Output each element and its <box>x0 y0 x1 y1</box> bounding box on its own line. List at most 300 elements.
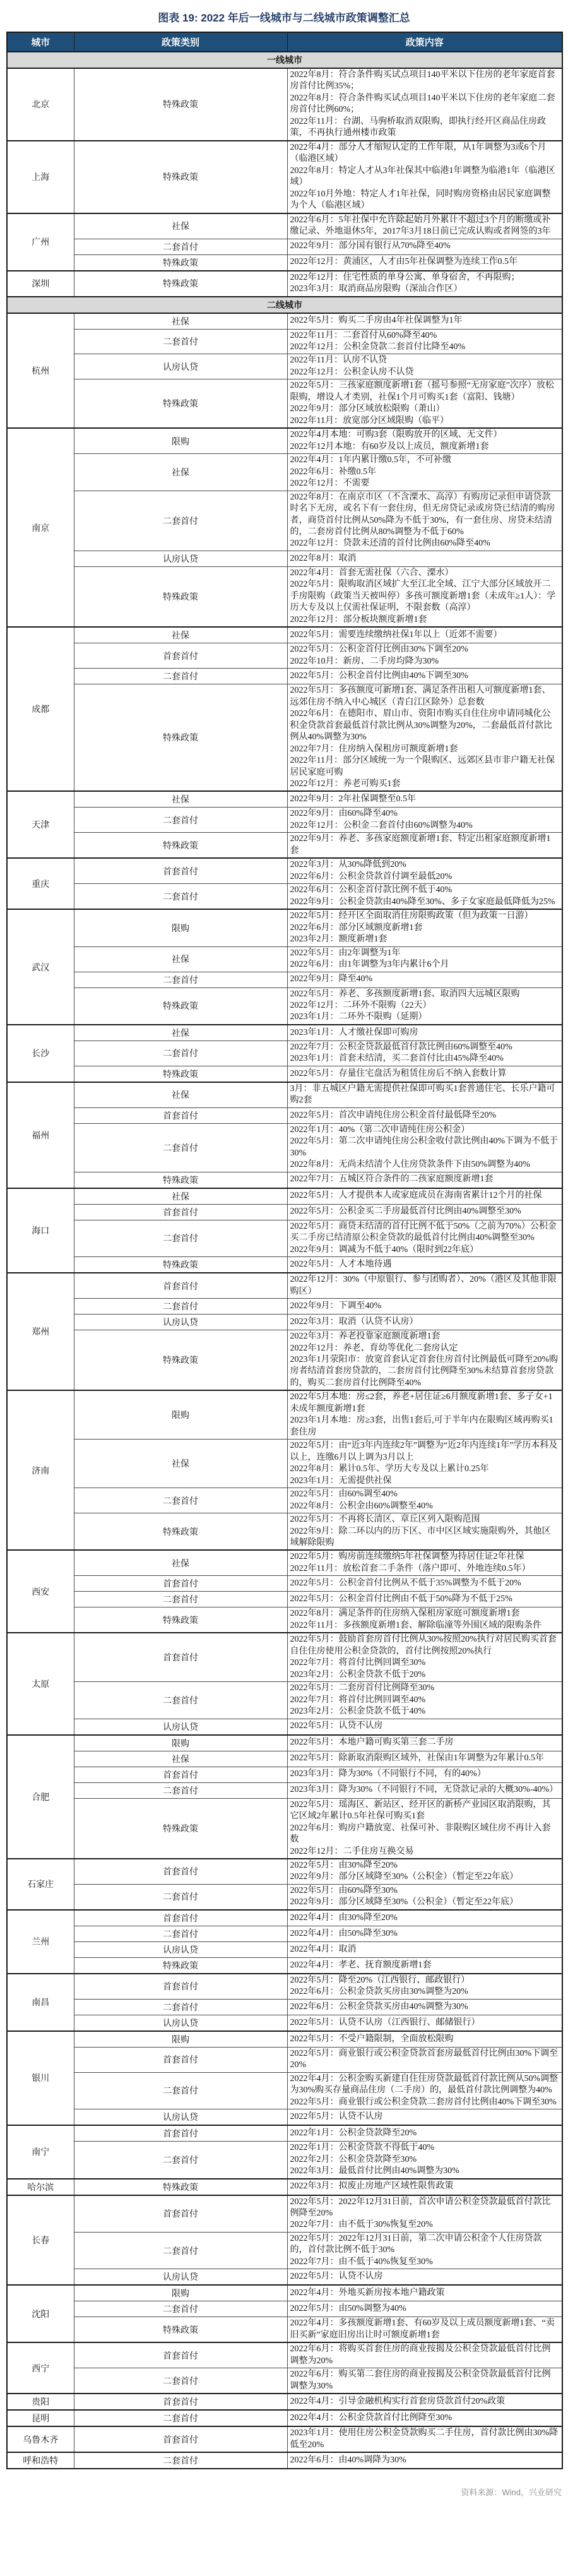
category-cell: 社保 <box>74 213 287 239</box>
table-row <box>7 1041 562 1066</box>
category-cell: 二套首付 <box>74 1926 287 1941</box>
content-cell: 2022年5月：公积金首付比例由40%下调至30% <box>287 669 562 684</box>
content-cell: 2022年12月：住宅性质的单身公寓、单身宿舍，不再限购； 2023年3月：取消商品房限购（深汕合作区） <box>287 271 562 297</box>
table-row <box>7 1767 562 1782</box>
content-cell: 2022年5月：存量住宅盘活为租赁住房后不纳入套数计算 <box>287 1066 562 1082</box>
city-cell: 呼和浩特 <box>7 2452 74 2469</box>
category-cell: 特殊政策 <box>74 1798 287 1859</box>
category-cell: 限购 <box>74 1735 287 1751</box>
category-cell: 二套首付 <box>74 2368 287 2394</box>
category-cell: 首套首付 <box>74 2195 287 2233</box>
content-cell: 2022年5月：认贷不认房 <box>287 2269 562 2286</box>
table-row <box>7 1719 562 1735</box>
category-cell: 社保 <box>74 627 287 643</box>
content-cell: 2022年7月：公积金贷款最低首付款比例由60%调整至40% 2023年1月：首套未结清，买二套首付比由45%降至40% <box>287 1041 562 1066</box>
content-cell: 2022年9月：由60%降至40% 2022年12月：公积金二套首付由60%调整为40% <box>287 808 562 833</box>
table-row <box>7 2368 562 2394</box>
content-cell: 2022年4月：孝老、抚育额度新增1套 <box>287 1957 562 1974</box>
city-cell: 南宁 <box>7 2125 74 2178</box>
content-cell: 2022年8月：符合条件购买试点项目140平米以下住房的老年家庭首套房首付比例35%； 2022年8月：符合条件购买试点项目140平米以下住房的老年家庭二套房首付比例60%； 2022年11月：台湖、马驹桥取消双限购，即执行经开区商品住房政策，不再执行通州楼市政策 <box>287 68 562 141</box>
table-row <box>7 833 562 858</box>
table-row <box>7 1751 562 1767</box>
content-cell: 2022年4月：引导金融机构实行首套房贷款首付20%政策 <box>287 2394 562 2410</box>
content-cell: 2022年4月：公积金购买新建自住住房贷款最低首付款比例从50%调整为30%购买存量商品住房（二手房）的，最低首付款比例调整为40% 2022年5月：商业银行或公积金贷款二套房首付比例由40%下调至30% <box>287 2072 562 2109</box>
content-cell: 2022年4月：1年内累计缴0.5年，不可补缴 2022年6月：补缴0.5年 2022年12月：不需要 <box>287 454 562 491</box>
category-cell: 认房认贷 <box>74 2269 287 2286</box>
table-row <box>7 2047 562 2072</box>
content-cell: 2022年9月：降至40% <box>287 972 562 987</box>
category-cell: 特殊政策 <box>74 1607 287 1633</box>
table-row <box>7 1910 562 1926</box>
table-row <box>7 2285 562 2301</box>
content-cell: 2022年5月：由2年调整为1年 2022年6月：由1年调整为3年内累计6个月 <box>287 946 562 972</box>
content-cell: 2023年3月：降为30%（不同银行不同，无贷款记录的大概30%-40%） <box>287 1782 562 1798</box>
section-label: 一线城市 <box>7 52 562 68</box>
content-cell: 2022年3月：养老投靠家庭额度新增1套 2022年12月：养老、育幼等优化二套房认定 2023年1月荥阳市：放宽首套认定首套住房首付比例最低可降至20%购房者结清首套房贷款的，二套房首付比例降至30%未结算首套房贷款的，购买二套房首付比例降至40% <box>287 1330 562 1391</box>
category-cell: 社保 <box>74 313 287 330</box>
table-row <box>7 1592 562 1607</box>
category-cell: 二套首付 <box>74 808 287 833</box>
table-row <box>7 2142 562 2179</box>
category-cell: 首套首付 <box>74 1859 287 1884</box>
category-cell: 二套首付 <box>74 1999 287 2015</box>
table-row <box>7 2317 562 2342</box>
table-row <box>7 884 562 909</box>
table-row <box>7 1330 562 1391</box>
category-cell: 特殊政策 <box>74 1330 287 1391</box>
section-row <box>7 297 562 313</box>
category-cell: 特殊政策 <box>74 987 287 1025</box>
table-row <box>7 566 562 627</box>
table-row <box>7 1999 562 2015</box>
content-cell: 2022年5月：三孩家庭额度新增1套（摇号参照“无房家庭”次序）放松限购，增设人才类别，社保1个月可购买1套（富阳、钱塘） 2022年9月：部分区域放松限购（萧山） 2022年11月：放宽部分区域限购（临平） <box>287 379 562 428</box>
table-row <box>7 1107 562 1123</box>
table-row <box>7 2232 562 2269</box>
content-cell: 2023年3月：降为30%（不同银行不同，有的40%） <box>287 1767 562 1782</box>
city-cell: 乌鲁木齐 <box>7 2426 74 2452</box>
content-cell: 2022年5月：认贷不认房 <box>287 1719 562 1735</box>
category-cell: 二套首付 <box>74 1884 287 1909</box>
city-cell: 上海 <box>7 141 74 213</box>
content-cell: 2022年5月：由50%调整为40% <box>287 2301 562 2317</box>
table-row <box>7 1957 562 1974</box>
content-cell: 2022年1月：公积金贷款降至20% <box>287 2125 562 2142</box>
category-cell: 二套首付 <box>74 2142 287 2179</box>
table-row <box>7 254 562 271</box>
table-row <box>7 329 562 354</box>
category-cell: 首套首付 <box>74 2426 287 2452</box>
table-row <box>7 2410 562 2426</box>
header-category: 政策类别 <box>74 32 287 52</box>
content-cell: 2022年1月：公积金贷款不得低于40% 2022年2月：公积金贷款降至30% 2022年3月：最低首付比例由40%调整为30% <box>287 2142 562 2179</box>
content-cell: 2022年5月：公积金首付比例从不低于35%调整为不低于20% <box>287 1576 562 1592</box>
city-cell: 西安 <box>7 1550 74 1633</box>
content-cell: 2022年5月本地：房≤2套，养老+居住证≥6月额度新增1套、多子女+1未成年额度新增1套 2023年1月本地：房≥3套，出售1套后,可于半年内在限购区域再购买1套住房 <box>287 1390 562 1439</box>
category-cell: 社保 <box>74 946 287 972</box>
content-cell: 2022年5月：不受户籍限制，全面放松限购 <box>287 2031 562 2048</box>
category-cell: 特殊政策 <box>74 2179 287 2195</box>
category-cell: 二套首付 <box>74 1488 287 1513</box>
category-cell: 二套首付 <box>74 329 287 354</box>
category-cell: 特殊政策 <box>74 566 287 627</box>
category-cell: 限购 <box>74 1390 287 1439</box>
content-cell: 2022年3月：从30%降低到20% 2022年6月：公积金贷款首付调至最低20% <box>287 858 562 883</box>
table-row <box>7 2015 562 2031</box>
city-cell: 兰州 <box>7 1910 74 1974</box>
table-row <box>7 2269 562 2286</box>
content-cell: 2023年1月：人才缴社保即可购房 <box>287 1025 562 1041</box>
content-cell: 2022年5月：首次申请纯住房公积金首付最低降至20% <box>287 1107 562 1123</box>
content-cell: 2022年6月：5年社保中允许除起始月外累计不超过3个月的断缴或补缴记录、外地退休5年，2017年3月18日前已完成认购或者网签的3年 <box>287 213 562 239</box>
table-row <box>7 68 562 141</box>
content-cell: 2022年5月：本地户籍可购买第三套二手房 <box>287 1735 562 1751</box>
content-cell: 2023年1月：使用住房公积金贷款购买二手住房，首付款比例由30%降低至20% <box>287 2426 562 2452</box>
category-cell: 首套首付 <box>74 1273 287 1298</box>
table-row <box>7 1798 562 1859</box>
table-row <box>7 1025 562 1041</box>
table-row <box>7 1576 562 1592</box>
city-cell: 郑州 <box>7 1273 74 1390</box>
content-cell: 2022年5月：不再将长清区、章丘区列入限购范围 2022年9月：除二环以内的历下区、市中区区域实施限购外，其他区域解除限购 <box>287 1513 562 1551</box>
table-row <box>7 1941 562 1957</box>
table-row <box>7 1513 562 1551</box>
table-row <box>7 2426 562 2452</box>
table-row <box>7 313 562 330</box>
content-cell: 2022年12月：30%（中原银行、参与团购者）、20%（港区及其他非限购区） <box>287 1273 562 1298</box>
table-row <box>7 1488 562 1513</box>
category-cell: 特殊政策 <box>74 1066 287 1082</box>
category-cell: 二套首付 <box>74 1782 287 1798</box>
category-cell: 特殊政策 <box>74 684 287 792</box>
table-header <box>7 32 562 52</box>
category-cell: 首套首付 <box>74 1974 287 1999</box>
content-cell: 2022年4月：多孩额度新增1套、有60岁及以上成员额度新增1套、“卖旧买新”家庭旧房出让时可额度新增1套 <box>287 2317 562 2342</box>
table-row <box>7 1257 562 1273</box>
city-cell: 长春 <box>7 2195 74 2286</box>
table-row <box>7 354 562 379</box>
table-row <box>7 1315 562 1330</box>
city-cell: 海口 <box>7 1188 74 1273</box>
category-cell: 社保 <box>74 1188 287 1205</box>
table-row <box>7 1123 562 1172</box>
category-cell: 首套首付 <box>74 2342 287 2368</box>
table-row <box>7 858 562 883</box>
category-cell: 特殊政策 <box>74 1172 287 1188</box>
content-cell: 2022年5月：多孩额度可新增1套、满足条件出租人可额度新增1套、远郊住房不纳入中心城区（青白江区除外）总套数 2022年6月：在德阳市、眉山市、资阳市购买自住住房申请同城化公积金贷款首套最低首付款比例从30%调整为20%，二套最低首付款比例从40%调整为30% 2022年7月：住房纳入保租房可额度新增1套 2022年11月：部分区域统一为一个限购区、远郊区县市非户籍无社保居民家庭可购 2022年12月：养老可购买1套 <box>287 684 562 792</box>
category-cell: 特殊政策 <box>74 1513 287 1551</box>
content-cell: 2022年4月：部分人才缩短认定的工作年限，从1年调整为3或6个月（临港区域） 2022年8月：特定人才从3年社保其中临港1年调整为临港1年（临港区域） 2022年10月外地：特定人才1年社保，同时购房资格由居民家庭调整为个人（临港区域） <box>287 141 562 213</box>
content-cell: 2022年5月：公积金买二手房最低首付比例由40%调整至30% <box>287 1204 562 1220</box>
category-cell: 二套首付 <box>74 2452 287 2469</box>
city-cell: 西宁 <box>7 2342 74 2394</box>
table-row <box>7 972 562 987</box>
city-cell: 南京 <box>7 428 74 627</box>
city-cell: 合肥 <box>7 1735 74 1859</box>
section-label: 二线城市 <box>7 297 562 313</box>
section-row <box>7 52 562 68</box>
table-row <box>7 1974 562 1999</box>
content-cell: 2022年4月：首套无需社保（六合、溧水） 2022年5月：限购取消区域扩大至江北全域、江宁大部分区域放开二手房限购（政策当天被叫停）多孩可额度新增1套（未成年≥1人）：学历大专及以上仅需社保证明，不限套数（高淳） 2022年12月：部分板块额度新增1套 <box>287 566 562 627</box>
category-cell: 特殊政策 <box>74 254 287 271</box>
category-cell: 二套首付 <box>74 884 287 909</box>
category-cell: 二套首付 <box>74 1220 287 1256</box>
content-cell: 2022年6月：由40%调降为30% <box>287 2452 562 2469</box>
city-cell: 昆明 <box>7 2410 74 2426</box>
table-row <box>7 1299 562 1315</box>
table-row <box>7 1440 562 1488</box>
content-cell: 2022年9月：2年社保调整至0.5年 <box>287 791 562 808</box>
category-cell: 认房认贷 <box>74 2109 287 2126</box>
city-cell: 太原 <box>7 1633 74 1734</box>
category-cell: 社保 <box>74 1550 287 1575</box>
table-row <box>7 2301 562 2317</box>
content-cell: 2022年5月：由60%降至30% 2022年9月：部分区域降至30%（公积金）（暂定至22年底） <box>287 1884 562 1909</box>
table-row <box>7 1273 562 1298</box>
category-cell: 限购 <box>74 909 287 946</box>
content-cell: 2022年5月：商贷未结清的首付比例不低于50%（之前为70%）公积金买二手房已结清原公积金贷款的最低首付比例由40%调整至30% 2022年9月：调减为不低于40%（限时到22年底） <box>287 1220 562 1256</box>
city-cell: 哈尔滨 <box>7 2179 74 2195</box>
content-cell: 2022年4月：取消 <box>287 1941 562 1957</box>
table-row <box>7 1188 562 1205</box>
category-cell: 首套首付 <box>74 1767 287 1782</box>
table-row <box>7 1859 562 1884</box>
content-cell: 2022年3月：取消（认贷不认房） <box>287 1315 562 1330</box>
category-cell: 认房认贷 <box>74 1315 287 1330</box>
content-cell: 2022年1月：40%（第二次申请纯住房公积金） 2022年5月：第二次申请纯住房公积金收付款比例由40%下调为不低于30% 2022年8月：无尚未结清个人住房贷款条件下由50%调整为40% <box>287 1123 562 1172</box>
content-cell: 2022年5月：由“近3年内连续2年”调整为“近2年内连续1年”学历本科及以上，连缴6月以上调为3月以上 2022年8月：累计0.5年、学历大专及以上累计0.25年 2023年1月：无需提供社保 <box>287 1440 562 1488</box>
category-cell: 首套首付 <box>74 643 287 669</box>
table-row <box>7 271 562 297</box>
content-cell: 2022年4月本地：可购3套（限购放开的区域、无文件） 2022年12月本地：有60岁及以上成员，额度新增1套 <box>287 428 562 453</box>
category-cell: 认房认贷 <box>74 354 287 379</box>
category-cell: 二套首付 <box>74 1123 287 1172</box>
category-cell: 首套首付 <box>74 1633 287 1681</box>
content-cell: 2022年5月：购房前连续缴纳5年社保调整为持居住证2年社保 2022年11月：放松首套二手条件（落户即可、外地连续0.5年） <box>287 1550 562 1575</box>
city-cell: 南昌 <box>7 1974 74 2031</box>
category-cell: 特殊政策 <box>74 2317 287 2342</box>
table-row <box>7 454 562 491</box>
content-cell: 2022年6月：公积金贷款买房由40%调整为30% <box>287 1999 562 2015</box>
content-cell: 2022年5月：养老、多孩额度新增1套、取消四大远城区限购 2022年12月：二环外不限购（22天） 2023年1月：二环外不限购（延期） <box>287 987 562 1025</box>
content-cell: 2022年3月：拟废止房地产区域性限售政策 <box>287 2179 562 2195</box>
content-cell: 2022年7月：五城区符合条件的二孩家庭额度新增1套 <box>287 1172 562 1188</box>
content-cell: 2022年5月：认贷不认房 <box>287 2109 562 2126</box>
category-cell: 首套首付 <box>74 2394 287 2410</box>
category-cell: 二套首付 <box>74 2410 287 2426</box>
table-row <box>7 909 562 946</box>
category-cell: 特殊政策 <box>74 1957 287 1974</box>
content-cell: 2022年4月：外地买新房按本地户籍政策 <box>287 2285 562 2301</box>
source-note: 资料来源：Wind，兴业研究 <box>461 2488 562 2498</box>
category-cell: 限购 <box>74 2031 287 2048</box>
table-row <box>7 1735 562 1751</box>
city-cell: 天津 <box>7 791 74 858</box>
table-row <box>7 791 562 808</box>
category-cell: 特殊政策 <box>74 141 287 213</box>
table-row <box>7 428 562 453</box>
content-cell: 2022年5月：人才提供本人或家庭成员在海南省累计12个月的社保 <box>287 1188 562 1205</box>
page-title: 图表 19: 2022 年后一线城市与二线城市政策调整汇总 <box>158 12 410 24</box>
category-cell: 二套首付 <box>74 1299 287 1315</box>
table-row <box>7 2109 562 2126</box>
table-row <box>7 239 562 254</box>
city-cell: 北京 <box>7 68 74 141</box>
content-cell: 2022年5月：瑶海区、新站区、经开区的新桥产业园区取消限购，其它区域2年累计0.5年社保可购买1套 2022年6月：购房户籍放宽、社保可补、非限购区域住房不再计入套数 2022年12月：二手住房互换交易 <box>287 1798 562 1859</box>
content-cell: 2022年8月：满足条件的住房纳入保租房家庭可额度新增1套 2022年11月：多孩额度新增1套、解除临潼等外围区域的限购条件 <box>287 1607 562 1633</box>
content-cell: 2022年5月：经开区全面取消住房限购政策（但为政策一日游） 2022年6月：部分区域额度新增1套 2023年2月：额度新增1套 <box>287 909 562 946</box>
category-cell: 二套首付 <box>74 239 287 254</box>
table-row <box>7 1082 562 1107</box>
table-row <box>7 2031 562 2048</box>
table-row <box>7 1204 562 1220</box>
table-row <box>7 1607 562 1633</box>
city-cell: 成都 <box>7 627 74 791</box>
table-row <box>7 2394 562 2410</box>
table-row <box>7 551 562 566</box>
category-cell: 限购 <box>74 2285 287 2301</box>
category-cell: 限购 <box>74 428 287 453</box>
table-row <box>7 491 562 551</box>
city-cell: 银川 <box>7 2031 74 2125</box>
table-row <box>7 946 562 972</box>
category-cell: 首套首付 <box>74 2047 287 2072</box>
city-cell: 杭州 <box>7 313 74 429</box>
table-row <box>7 808 562 833</box>
content-cell: 2022年11月：二套首付从60%降至40% 2022年12月：公积金贷款二套首付比降至40% <box>287 329 562 354</box>
category-cell: 特殊政策 <box>74 833 287 858</box>
content-cell: 2022年9月：部分国有银行从70%降至40% <box>287 239 562 254</box>
category-cell: 认房认贷 <box>74 2015 287 2031</box>
category-cell: 首套首付 <box>74 1910 287 1926</box>
category-cell: 特殊政策 <box>74 68 287 141</box>
city-cell: 济南 <box>7 1390 74 1550</box>
category-cell: 首套首付 <box>74 858 287 883</box>
content-cell: 2022年5月：需要连续缴纳社保1年以上（近郊不需要） <box>287 627 562 643</box>
content-cell: 2022年5月：人才本地待遇 <box>287 1257 562 1273</box>
table-row <box>7 1550 562 1575</box>
city-cell: 武汉 <box>7 909 74 1025</box>
content-cell: 2022年5月：鼓励首套房首付比例从30%按照20%执行对居民购买首套自住住房使用公积金贷款的，首付比例按照20%执行 2022年7月：将首付比例回调至30% 2023年2月：公积金贷款不低于20% <box>287 1633 562 1681</box>
category-cell: 社保 <box>74 454 287 491</box>
category-cell: 特殊政策 <box>74 379 287 428</box>
category-cell: 认房认贷 <box>74 1941 287 1957</box>
table-row <box>7 669 562 684</box>
table-row <box>7 1782 562 1798</box>
category-cell: 社保 <box>74 1082 287 1107</box>
table-row <box>7 987 562 1025</box>
content-cell: 2022年6月：公积金首付款比例不低于40% 2022年9月：公积金贷款由40%降至30%、多子女家庭最低降低为25% <box>287 884 562 909</box>
category-cell: 特殊政策 <box>74 1257 287 1273</box>
content-cell: 2022年4月：公积金贷款首付比例降至30% <box>287 2410 562 2426</box>
content-cell: 2022年5月：由30%降至20% 2022年9月：部分区域降至30%（公积金）（暂定至22年底） <box>287 1859 562 1884</box>
table-row <box>7 1633 562 1681</box>
table-row <box>7 2342 562 2368</box>
category-cell: 首套首付 <box>74 1576 287 1592</box>
table-row <box>7 1390 562 1439</box>
table-row <box>7 1682 562 1719</box>
content-cell: 2022年5月：由60%调至40% 2022年8月：公积金由60%调整至40% <box>287 1488 562 1513</box>
header-content: 政策内容 <box>287 32 562 52</box>
table-row <box>7 684 562 792</box>
content-cell: 2022年5月：降至20%（江西银行、邮政银行） 2022年6月：公积金贷款买房由30%调整为20% <box>287 1974 562 1999</box>
category-cell: 二套首付 <box>74 2232 287 2269</box>
city-cell: 重庆 <box>7 858 74 909</box>
table-row <box>7 2452 562 2469</box>
table-row <box>7 379 562 428</box>
table-row <box>7 643 562 669</box>
city-cell: 沈阳 <box>7 2285 74 2342</box>
city-cell: 石家庄 <box>7 1859 74 1910</box>
table-row <box>7 627 562 643</box>
category-cell: 二套首付 <box>74 1592 287 1607</box>
city-cell: 深圳 <box>7 271 74 297</box>
content-cell: 2022年5月：公积金首付比例由30%下调至20% 2022年10月：新房、二手房均降为30% <box>287 643 562 669</box>
content-cell: 2022年4月：由30%降至20% <box>287 1910 562 1926</box>
table-row <box>7 2179 562 2195</box>
content-cell: 2022年5月：二套房首付比例降至30% 2022年7月：将首付比例回调至40% 2023年2月：公积金贷款不低于40% <box>287 1682 562 1719</box>
category-cell: 社保 <box>74 1440 287 1488</box>
content-cell: 2022年5月：公积金首付比例由不低于50%降为不低于25% <box>287 1592 562 1607</box>
table-row <box>7 2195 562 2233</box>
policy-table <box>6 32 563 2469</box>
table-row <box>7 1172 562 1188</box>
category-cell: 二套首付 <box>74 1682 287 1719</box>
city-cell: 福州 <box>7 1082 74 1188</box>
category-cell: 二套首付 <box>74 2301 287 2317</box>
table-row <box>7 1926 562 1941</box>
content-cell: 2022年6月：购买第二套住房的商业按揭及公积金贷款最低首付比例调整为30% <box>287 2368 562 2394</box>
content-cell: 2022年11月：认房不认贷 2022年12月：公积金认房不认贷 <box>287 354 562 379</box>
city-cell: 广州 <box>7 213 74 271</box>
table-row <box>7 1884 562 1909</box>
category-cell: 二套首付 <box>74 2072 287 2109</box>
content-cell: 2022年6月：将购买首套住房的商业按揭及公积金贷款最低首付比例调整为20% <box>287 2342 562 2368</box>
category-cell: 社保 <box>74 1751 287 1767</box>
category-cell: 社保 <box>74 1025 287 1041</box>
content-cell: 2022年4月：由50%降至30% <box>287 1926 562 1941</box>
category-cell: 二套首付 <box>74 669 287 684</box>
table-row <box>7 2072 562 2109</box>
category-cell: 首套首付 <box>74 1204 287 1220</box>
city-cell: 长沙 <box>7 1025 74 1082</box>
content-cell: 2022年8月：在南京市区（不含溧水、高淳）有购房记录但申请贷款时名下无房，或名下有一套住房，但无房贷记录或房贷已结清的购房者，商贷首付比例从50%降为不低于30%，有一套住房、房贷未结清的，二套房首付比例从80%调整为不低于60% 2022年12月：贷款未还清的首付比例由60%降至40% <box>287 491 562 551</box>
category-cell: 首套首付 <box>74 1107 287 1123</box>
content-cell: 2022年9月：下调至40% <box>287 1299 562 1315</box>
category-cell: 认房认贷 <box>74 1719 287 1735</box>
category-cell: 特殊政策 <box>74 271 287 297</box>
category-cell: 认房认贷 <box>74 551 287 566</box>
table-body <box>7 52 562 2469</box>
header-row <box>7 32 562 52</box>
content-cell: 2022年5月：购买二手房由4年社保调整为1年 <box>287 313 562 330</box>
table-row <box>7 213 562 239</box>
table-row <box>7 1066 562 1082</box>
city-cell: 贵阳 <box>7 2394 74 2410</box>
content-cell: 2022年8月：取消 <box>287 551 562 566</box>
content-cell: 2022年5月：2022年12月31日前，第二次申请公积金个人住房贷款的，首付款比例不低于30% 2022年7月：由不低于40%恢复至30% <box>287 2232 562 2269</box>
category-cell: 社保 <box>74 791 287 808</box>
content-cell: 2022年9月：养老、多孩家庭额度新增1套、特定出租家庭额度新增1套 <box>287 833 562 858</box>
content-cell: 2022年5月：商业银行或公积金贷款首套房最低首付比例由30%下调至20% <box>287 2047 562 2072</box>
table-row <box>7 2125 562 2142</box>
header-city: 城市 <box>7 32 74 52</box>
category-cell: 二套首付 <box>74 1041 287 1066</box>
content-cell: 2022年5月：2022年12月31日前，首次申请公积金贷款最低首付款比例降至20% 2022年7月：由不低于30%恢复至20% <box>287 2195 562 2233</box>
table-row <box>7 1220 562 1256</box>
category-cell: 首套首付 <box>74 2125 287 2142</box>
table-row <box>7 141 562 213</box>
category-cell: 二套首付 <box>74 972 287 987</box>
